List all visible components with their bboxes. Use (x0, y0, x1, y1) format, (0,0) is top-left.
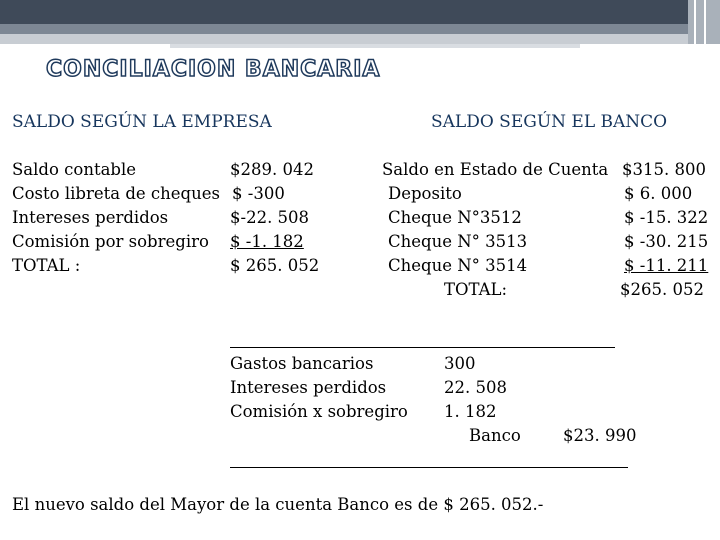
empresa-row-label: Comisión por sobregiro (12, 232, 209, 251)
header-accent-strip (170, 44, 580, 48)
footer-note: El nuevo saldo del Mayor de la cuenta Banco es de $ 265. 052.- (12, 495, 544, 514)
gastos-row-label: Comisión x sobregiro (230, 402, 408, 421)
banco-row-value: $315. 800 (622, 160, 706, 179)
header-corner-line (704, 0, 706, 44)
header-corner-line (694, 0, 696, 44)
gastos-row-label: Gastos bancarios (230, 354, 374, 373)
divider-line (230, 467, 628, 468)
header-band-light (0, 34, 720, 44)
empresa-row-value: $289. 042 (230, 160, 314, 179)
gastos-row-label: Intereses perdidos (230, 378, 387, 397)
banco-row-label: Cheque N°3512 (388, 208, 522, 227)
banco-row-value: $ 6. 000 (624, 184, 693, 203)
gastos-row-value: 300 (444, 354, 476, 373)
banco-row-label: Saldo en Estado de Cuenta (382, 160, 609, 179)
banco-heading: SALDO SEGÚN EL BANCO (431, 112, 668, 132)
banco-total-label: TOTAL: (444, 280, 508, 299)
slide-title: CONCILIACION BANCARIA (46, 57, 381, 82)
empresa-row-value: $ -300 (232, 184, 285, 203)
empresa-row-value: $ -1. 182 (230, 232, 304, 251)
banco-row-label: Cheque N° 3513 (388, 232, 528, 251)
header-band-dark (0, 0, 720, 24)
gastos-row-value: 22. 508 (444, 378, 507, 397)
empresa-total-label: TOTAL : (12, 256, 81, 275)
banco-row-value: $ -15. 322 (624, 208, 709, 227)
gastos-banco-label: Banco (469, 426, 521, 445)
header-band-mid (0, 24, 720, 34)
banco-row-value: $ -30. 215 (624, 232, 709, 251)
empresa-total-value: $ 265. 052 (230, 256, 320, 275)
empresa-heading: SALDO SEGÚN LA EMPRESA (12, 112, 272, 132)
divider-line (230, 347, 615, 348)
empresa-row-label: Intereses perdidos (12, 208, 169, 227)
gastos-banco-value: $23. 990 (563, 426, 637, 445)
empresa-row-label: Costo libreta de cheques (12, 184, 220, 203)
banco-total-value: $265. 052 (620, 280, 704, 299)
banco-row-value: $ -11. 211 (624, 256, 709, 275)
empresa-row-label: Saldo contable (12, 160, 137, 179)
banco-row-label: Cheque N° 3514 (388, 256, 528, 275)
empresa-row-value: $-22. 508 (230, 208, 310, 227)
banco-row-label: Deposito (388, 184, 462, 203)
gastos-row-value: 1. 182 (444, 402, 497, 421)
